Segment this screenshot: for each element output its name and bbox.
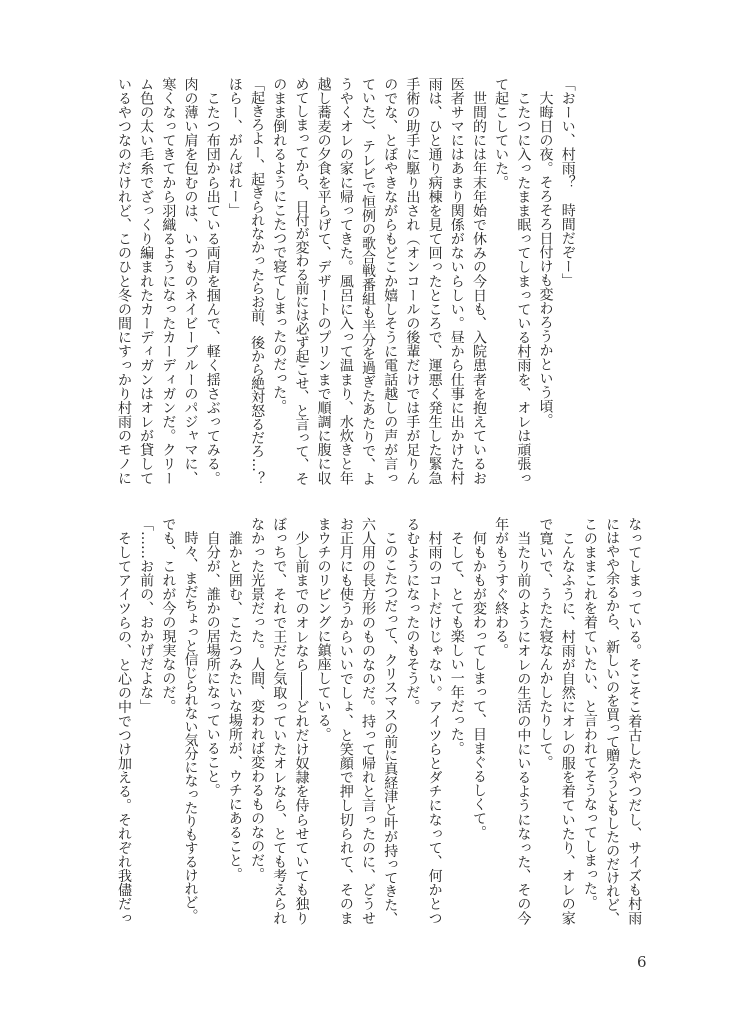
text-line: このままこれを着ていたい、と言われてそうなってしまった。 — [581, 517, 598, 909]
text-line: めてしまってから、日付が変わる前には必ず起こせ、と言って、そ — [293, 77, 310, 486]
text-line: ていた）、テレビで恒例の歌合戦番組も半分を過ぎたあたりで、よ — [360, 77, 377, 485]
text-line: 何もかもが変わってしまって、目まぐるしくて。 — [470, 517, 487, 839]
text-line: 当たり前のようにオレの生活の中にいるようになった、その今 — [515, 517, 532, 925]
dialogue-line: 「……お前の、おかげだよな」 — [138, 517, 155, 713]
text-line: 手術の助手に駆り出され（オンコールの後輩だけでは手が足りん — [404, 77, 421, 485]
text-line: なかった光景だった。人間、変われば変わるものなのだ。 — [249, 517, 266, 881]
text-line: 寒くなってきてから羽織るようになったカーディガンだ。クリー — [160, 77, 177, 485]
text-line: 自分が、誰かの居場所になっていること。 — [204, 517, 221, 797]
text-line: 医者サマにはあまり関係がないらしい。昼から仕事に出かけた村 — [448, 77, 465, 485]
text-line: いるやつなのだけれど、このひと冬の間にすっかり村雨のモノに — [115, 77, 132, 485]
text-line: こたつ布団から出ている両肩を掴んで、軽く揺さぶってみる。 — [204, 77, 221, 485]
text-line: 「おーい、村雨？ 時間だぞー」 — [559, 77, 576, 287]
lower-text-tier — [113, 517, 646, 925]
text-line: こんなふうに、村雨が自然にオレの服を着ていたり、オレの家 — [559, 517, 576, 925]
dialogue-line: ほらー、がんばれー」 — [226, 77, 243, 217]
text-line: 時々、まだちょっと信じられない気分になったりもするけれど。 — [182, 517, 199, 922]
dialogue-line: 「起きろよー、起きられなかったらお前、後から絶対怒るだろ…？ — [249, 77, 266, 485]
text-line: のでな、とぼやきながらもどこか嬉しそうに電話越しの声が言っ — [382, 77, 399, 485]
page-number: 6 — [637, 953, 647, 971]
upper-text-tier — [113, 77, 646, 485]
text-line: のまま倒れるようにこたつで寝てしまったのだった。 — [271, 77, 288, 413]
text-line: 大晦日の夜。そろそろ日付けも変わろうかという頃。 — [537, 77, 554, 427]
text-line: お正月にも使うからいいでしょ、と笑顔で押し切られて、そのま — [337, 517, 354, 925]
text-line: うやくオレの家に帰ってきた。風呂に入って温まり、水炊きと年 — [337, 77, 354, 485]
text-line: 年がもうすぐ終わる。 — [493, 517, 510, 657]
text-line: 六人用の長方形のものなのだ。持って帰れと言ったのに、どうせ — [360, 517, 377, 925]
text-line: 少し前までのオレなら――どれだけ奴隷を侍らせていても独り — [293, 517, 310, 925]
text-line: 村雨のコトだけじゃない。アイツらとダチになって、何かとつ — [426, 517, 443, 925]
text-line: なってしまっている。そこそこ着古したやつだし、サイズも村雨 — [626, 517, 643, 925]
text-line: 誰かと囲む、こたつみたいな場所が、ウチにあること。 — [226, 517, 243, 881]
text-line: まウチのリビングに鎮座している。 — [315, 517, 332, 741]
text-line: で寛いで、うたた寝なんかしたりして。 — [537, 517, 554, 769]
text-line: でも、これが今の現実なのだ。 — [160, 517, 177, 713]
text-line: 雨は、ひと通り病棟を見て回ったところで、運悪く発生した緊急 — [426, 77, 443, 485]
text-line: そして、とても楽しい一年だった。 — [448, 517, 465, 755]
text-line: るむようになったのもそうだ。 — [404, 517, 421, 713]
text-line: そしてアイツらの、と心の中でつけ加える。それぞれ我儘だっ — [115, 517, 132, 925]
text-line: て起こしていた。 — [493, 77, 510, 189]
text-line: こたつに入ったまま眠ってしまっている村雨を、オレは頑張っ — [515, 77, 532, 486]
text-line: 越し蕎麦の夕食を平らげて、デザートのプリンまで順調に腹に収 — [315, 77, 332, 485]
text-line: ム色の太い毛糸でざっくり編まれたカーディガンはオレが貸して — [138, 77, 155, 485]
text-line: このこたつだって、クリスマスの前に真経津と叶が持ってきた、 — [382, 517, 399, 926]
text-line: 肉の薄い肩を包むのは、いつものネイビーブルーのパジャマに、 — [182, 77, 199, 485]
text-line: にはやや余るから、新しいのを買って贈ろうともしたのだけれど、 — [604, 517, 621, 925]
text-line: ぼっちで、それで王だと気取っていたオレなら、とても考えられ — [271, 517, 288, 925]
text-line: 世間的には年末年始で休みの今日も、入院患者を抱えているお — [470, 77, 487, 485]
